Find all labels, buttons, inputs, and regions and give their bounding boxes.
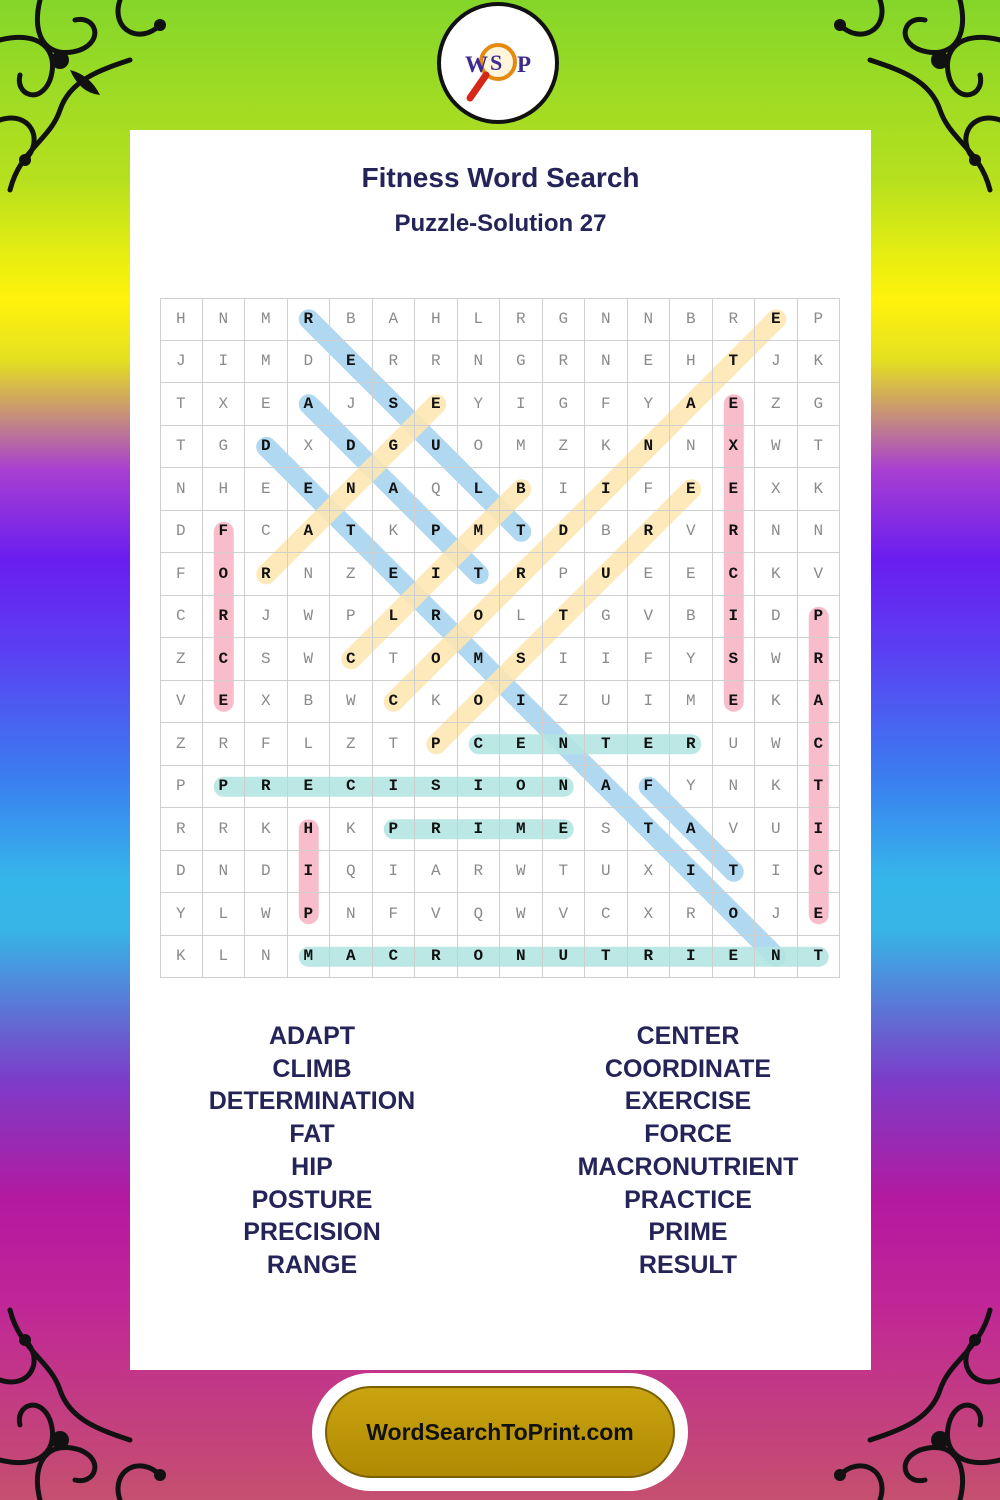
grid-cell: H xyxy=(670,341,713,384)
grid-cell: R xyxy=(415,936,458,979)
grid-cell: E xyxy=(500,723,543,766)
grid-cell: P xyxy=(415,511,458,554)
grid-cell: N xyxy=(585,341,628,384)
grid-cell: X xyxy=(713,426,756,469)
grid-cell: S xyxy=(500,638,543,681)
grid-cell: R xyxy=(628,936,671,979)
grid-cell: Z xyxy=(543,426,586,469)
grid-cell: W xyxy=(755,638,798,681)
grid-cell: C xyxy=(160,596,203,639)
grid-cell: R xyxy=(160,808,203,851)
grid-cell: M xyxy=(500,808,543,851)
grid-cell: Z xyxy=(330,723,373,766)
grid-cell: Y xyxy=(628,383,671,426)
grid-cell: J xyxy=(245,596,288,639)
grid-cell: H xyxy=(160,298,203,341)
word-search-grid xyxy=(160,298,840,978)
grid-cell: N xyxy=(500,936,543,979)
grid-cell: C xyxy=(245,511,288,554)
grid-cell: W xyxy=(245,893,288,936)
word-list-item: CENTER xyxy=(636,1022,740,1050)
page-title: Fitness Word Search xyxy=(361,162,640,193)
word-list-item: PRIME xyxy=(648,1218,728,1247)
grid-cell: K xyxy=(373,511,416,554)
word-list-left xyxy=(162,1020,462,1282)
grid-cell: H xyxy=(415,298,458,341)
grid-cell: F xyxy=(373,893,416,936)
word-list-item: DETERMINATION xyxy=(208,1087,416,1116)
grid-cell: L xyxy=(373,596,416,639)
grid-cell: F xyxy=(628,638,671,681)
grid-cell: N xyxy=(755,511,798,554)
grid-cell: M xyxy=(458,511,501,554)
grid-cell: D xyxy=(245,851,288,894)
grid-cell: W xyxy=(755,426,798,469)
logo-letter-p: P xyxy=(517,52,532,77)
grid-cell: D xyxy=(543,511,586,554)
grid-cell: R xyxy=(415,596,458,639)
grid-cell: P xyxy=(415,723,458,766)
grid-cell: B xyxy=(670,298,713,341)
grid-cell: N xyxy=(585,298,628,341)
grid-cell: W xyxy=(755,723,798,766)
grid-cell: G xyxy=(585,596,628,639)
grid-cell: N xyxy=(713,766,756,809)
grid-cell: I xyxy=(458,808,501,851)
grid-cell: J xyxy=(330,383,373,426)
grid-cell: E xyxy=(245,468,288,511)
grid-cell: F xyxy=(628,766,671,809)
grid-cell: E xyxy=(798,893,841,936)
grid-cell: W xyxy=(500,893,543,936)
grid-cell: I xyxy=(373,851,416,894)
grid-cell: R xyxy=(415,808,458,851)
grid-cell: G xyxy=(203,426,246,469)
grid-cell: N xyxy=(670,426,713,469)
grid-cell: I xyxy=(288,851,331,894)
grid-cell: K xyxy=(755,553,798,596)
grid-cell: T xyxy=(628,808,671,851)
grid-cell: E xyxy=(755,298,798,341)
grid-cell: E xyxy=(543,808,586,851)
grid-cell: A xyxy=(373,298,416,341)
logo-letter-s: S xyxy=(490,50,503,75)
grid-cell: T xyxy=(585,723,628,766)
grid-cell: R xyxy=(203,596,246,639)
grid-cell: I xyxy=(543,638,586,681)
grid-cell: M xyxy=(500,426,543,469)
grid-cell: R xyxy=(203,723,246,766)
word-list-item: PRECISION xyxy=(243,1218,381,1247)
grid-cell: I xyxy=(415,553,458,596)
grid-cell: U xyxy=(585,681,628,724)
word-list-item: CLIMB xyxy=(272,1054,352,1083)
grid-cell: I xyxy=(500,681,543,724)
grid-cell: J xyxy=(160,341,203,384)
word-list-item: MACRONUTRIENT xyxy=(577,1152,799,1181)
grid-cell: J xyxy=(755,341,798,384)
grid-cell: K xyxy=(330,808,373,851)
grid-cell: N xyxy=(288,553,331,596)
grid-cell: P xyxy=(543,553,586,596)
grid-cell: M xyxy=(670,681,713,724)
grid-cell: U xyxy=(585,851,628,894)
grid-cell: M xyxy=(288,936,331,979)
grid-cell: O xyxy=(713,893,756,936)
grid-cell: V xyxy=(160,681,203,724)
grid-cell: W xyxy=(330,681,373,724)
logo-letter-w: W xyxy=(465,52,488,77)
grid-cell: C xyxy=(373,936,416,979)
grid-cell: M xyxy=(458,638,501,681)
grid-cell: U xyxy=(755,808,798,851)
grid-cell: O xyxy=(415,638,458,681)
grid-cell: N xyxy=(628,298,671,341)
grid-cell: C xyxy=(798,851,841,894)
grid-cell: L xyxy=(203,893,246,936)
grid-cell: N xyxy=(458,341,501,384)
grid-cell: A xyxy=(330,936,373,979)
grid-cell: A xyxy=(798,681,841,724)
grid-cell: J xyxy=(755,893,798,936)
grid-cell: P xyxy=(203,766,246,809)
grid-cell: W xyxy=(288,638,331,681)
word-list-item: ADAPT xyxy=(268,1022,356,1050)
grid-cell: S xyxy=(415,766,458,809)
grid-cell: O xyxy=(458,426,501,469)
grid-cell: Z xyxy=(543,681,586,724)
grid-cell: L xyxy=(203,936,246,979)
grid-cell: E xyxy=(628,553,671,596)
grid-cell: Y xyxy=(670,766,713,809)
grid-cell: W xyxy=(500,851,543,894)
grid-cell: D xyxy=(245,426,288,469)
grid-cell: R xyxy=(245,766,288,809)
grid-cell: X xyxy=(628,851,671,894)
grid-cell: E xyxy=(203,681,246,724)
grid-cell: Q xyxy=(330,851,373,894)
grid-cell: B xyxy=(670,596,713,639)
grid-cell: I xyxy=(458,766,501,809)
grid-cell: P xyxy=(288,893,331,936)
word-list-item: FORCE xyxy=(644,1120,732,1149)
grid-cell: O xyxy=(458,681,501,724)
grid-cell: Y xyxy=(160,893,203,936)
grid-cell: A xyxy=(415,851,458,894)
grid-cell: I xyxy=(543,468,586,511)
grid-cell: U xyxy=(415,426,458,469)
word-list-item: HIP xyxy=(291,1152,333,1181)
grid-cell: E xyxy=(245,383,288,426)
grid-cell: N xyxy=(755,936,798,979)
grid-cell: R xyxy=(670,893,713,936)
grid-cell: T xyxy=(798,426,841,469)
grid-cell: H xyxy=(288,808,331,851)
grid-cell: C xyxy=(585,893,628,936)
word-list-item: EXERCISE xyxy=(624,1087,752,1116)
grid-cell: R xyxy=(288,298,331,341)
grid-cell: R xyxy=(203,808,246,851)
grid-cell: E xyxy=(670,468,713,511)
grid-cell: Z xyxy=(755,383,798,426)
grid-cell: C xyxy=(798,723,841,766)
grid-cell: T xyxy=(160,383,203,426)
grid-cell: C xyxy=(330,638,373,681)
grid-cell: K xyxy=(798,341,841,384)
grid-cell: E xyxy=(713,681,756,724)
grid-cell: A xyxy=(670,383,713,426)
grid-cell: I xyxy=(713,596,756,639)
grid-cell: P xyxy=(798,596,841,639)
grid-cell: S xyxy=(373,383,416,426)
grid-cell: X xyxy=(245,681,288,724)
grid-cell: E xyxy=(415,383,458,426)
grid-cell: O xyxy=(458,596,501,639)
grid-cell: I xyxy=(373,766,416,809)
grid-cell: I xyxy=(798,808,841,851)
grid-cell: A xyxy=(670,808,713,851)
word-list-item: PRACTICE xyxy=(624,1185,752,1214)
grid-cell: U xyxy=(585,553,628,596)
grid-cell: F xyxy=(628,468,671,511)
grid-cell: E xyxy=(628,723,671,766)
grid-cell: F xyxy=(203,511,246,554)
grid-cell: R xyxy=(543,341,586,384)
grid-cell: P xyxy=(330,596,373,639)
word-list-item: RESULT xyxy=(638,1250,738,1279)
word-list-item: POSTURE xyxy=(251,1185,373,1214)
grid-cell: X xyxy=(755,468,798,511)
grid-cell: L xyxy=(458,468,501,511)
grid-cell: M xyxy=(245,298,288,341)
grid-cell: A xyxy=(585,766,628,809)
grid-cell: N xyxy=(203,851,246,894)
grid-cell: E xyxy=(373,553,416,596)
grid-cell: G xyxy=(373,426,416,469)
grid-cell: E xyxy=(288,766,331,809)
grid-cell: U xyxy=(543,936,586,979)
grid-cell: R xyxy=(798,638,841,681)
grid-cell: O xyxy=(458,936,501,979)
grid-cell: S xyxy=(245,638,288,681)
grid-cell: F xyxy=(245,723,288,766)
grid-cell: S xyxy=(585,808,628,851)
grid-cell: F xyxy=(160,553,203,596)
grid-cell: Q xyxy=(415,468,458,511)
grid-cell: E xyxy=(288,468,331,511)
grid-cell: B xyxy=(288,681,331,724)
grid-cell: G xyxy=(500,341,543,384)
grid-cell: P xyxy=(798,298,841,341)
grid-cell: E xyxy=(713,468,756,511)
grid-cell: L xyxy=(500,596,543,639)
grid-cell: L xyxy=(288,723,331,766)
grid-cell: P xyxy=(373,808,416,851)
grid-cell: V xyxy=(670,511,713,554)
page-subtitle: Puzzle-Solution 27 xyxy=(394,210,607,237)
grid-cell: I xyxy=(670,851,713,894)
grid-cell: N xyxy=(543,766,586,809)
grid-cell: C xyxy=(330,766,373,809)
grid-cell: V xyxy=(713,808,756,851)
wsp-logo xyxy=(437,2,559,124)
grid-cell: T xyxy=(713,341,756,384)
grid-cell: Q xyxy=(458,893,501,936)
grid-cell: K xyxy=(415,681,458,724)
grid-cell: N xyxy=(330,893,373,936)
grid-cell: E xyxy=(713,936,756,979)
grid-cell: N xyxy=(245,936,288,979)
grid-cell: D xyxy=(330,426,373,469)
grid-cell: Y xyxy=(670,638,713,681)
grid-cell: A xyxy=(373,468,416,511)
grid-cell: K xyxy=(755,766,798,809)
grid-cell: T xyxy=(713,851,756,894)
word-list-item: RANGE xyxy=(266,1250,358,1279)
grid-cell: D xyxy=(160,511,203,554)
grid-cell: T xyxy=(543,596,586,639)
grid-cell: T xyxy=(798,936,841,979)
grid-cell: K xyxy=(798,468,841,511)
grid-cell: D xyxy=(160,851,203,894)
grid-cell: N xyxy=(798,511,841,554)
footer-website-link[interactable]: WordSearchToPrint.com xyxy=(325,1386,675,1478)
grid-cell: X xyxy=(288,426,331,469)
grid-cell: O xyxy=(203,553,246,596)
grid-cell: N xyxy=(543,723,586,766)
grid-cell: I xyxy=(203,341,246,384)
grid-cell: R xyxy=(628,511,671,554)
grid-cell: C xyxy=(373,681,416,724)
grid-cell: X xyxy=(203,383,246,426)
grid-cell: T xyxy=(798,766,841,809)
grid-cell: V xyxy=(415,893,458,936)
grid-cell: K xyxy=(585,426,628,469)
grid-cell: T xyxy=(585,936,628,979)
grid-cell: X xyxy=(628,893,671,936)
grid-cell: Z xyxy=(330,553,373,596)
grid-cell: K xyxy=(160,936,203,979)
grid-cell: G xyxy=(543,383,586,426)
grid-cell: F xyxy=(585,383,628,426)
grid-cell: A xyxy=(288,511,331,554)
grid-cell: E xyxy=(628,341,671,384)
grid-cell: I xyxy=(628,681,671,724)
grid-cell: M xyxy=(245,341,288,384)
grid-cell: R xyxy=(500,553,543,596)
grid-cell: V xyxy=(543,893,586,936)
grid-cell: R xyxy=(500,298,543,341)
grid-cell: R xyxy=(670,723,713,766)
grid-cell: S xyxy=(713,638,756,681)
grid-cell: E xyxy=(330,341,373,384)
grid-cell: R xyxy=(458,851,501,894)
grid-cell: I xyxy=(585,468,628,511)
grid-cell: O xyxy=(500,766,543,809)
grid-cell: I xyxy=(585,638,628,681)
grid-cell: R xyxy=(373,341,416,384)
grid-cell: I xyxy=(670,936,713,979)
grid-cell: U xyxy=(713,723,756,766)
word-list-item: COORDINATE xyxy=(604,1054,772,1083)
grid-cell: Y xyxy=(458,383,501,426)
grid-cell: T xyxy=(500,511,543,554)
grid-cell: T xyxy=(373,723,416,766)
grid-cell: C xyxy=(203,638,246,681)
grid-cell: I xyxy=(755,851,798,894)
grid-cell: C xyxy=(713,553,756,596)
grid-cell: B xyxy=(585,511,628,554)
grid-cell: K xyxy=(245,808,288,851)
word-list-right xyxy=(538,1020,838,1282)
grid-cell: A xyxy=(288,383,331,426)
grid-cell: D xyxy=(755,596,798,639)
grid-cell: K xyxy=(755,681,798,724)
grid-cell: T xyxy=(373,638,416,681)
grid-cell: V xyxy=(798,553,841,596)
grid-cell: T xyxy=(160,426,203,469)
grid-cell: R xyxy=(245,553,288,596)
grid-cell: D xyxy=(288,341,331,384)
grid-cell: B xyxy=(330,298,373,341)
grid-cell: N xyxy=(330,468,373,511)
grid-cell: R xyxy=(713,511,756,554)
grid-cell: E xyxy=(670,553,713,596)
grid-cell: W xyxy=(288,596,331,639)
grid-cell: L xyxy=(458,298,501,341)
grid-cell: G xyxy=(543,298,586,341)
grid-cell: Z xyxy=(160,723,203,766)
grid-cell: B xyxy=(500,468,543,511)
grid-cell: R xyxy=(415,341,458,384)
grid-cell: V xyxy=(628,596,671,639)
grid-cell: T xyxy=(543,851,586,894)
grid-cell: N xyxy=(203,298,246,341)
grid-cell: H xyxy=(203,468,246,511)
grid-cell: C xyxy=(458,723,501,766)
grid-cell: I xyxy=(500,383,543,426)
grid-cell: T xyxy=(330,511,373,554)
word-list-item: FAT xyxy=(289,1120,335,1149)
grid-cell: N xyxy=(160,468,203,511)
grid-cell: E xyxy=(713,383,756,426)
grid-cell: N xyxy=(628,426,671,469)
grid-cell: Z xyxy=(160,638,203,681)
grid-cell: R xyxy=(713,298,756,341)
grid-cell: T xyxy=(458,553,501,596)
grid-cell: P xyxy=(160,766,203,809)
grid-cell: G xyxy=(798,383,841,426)
